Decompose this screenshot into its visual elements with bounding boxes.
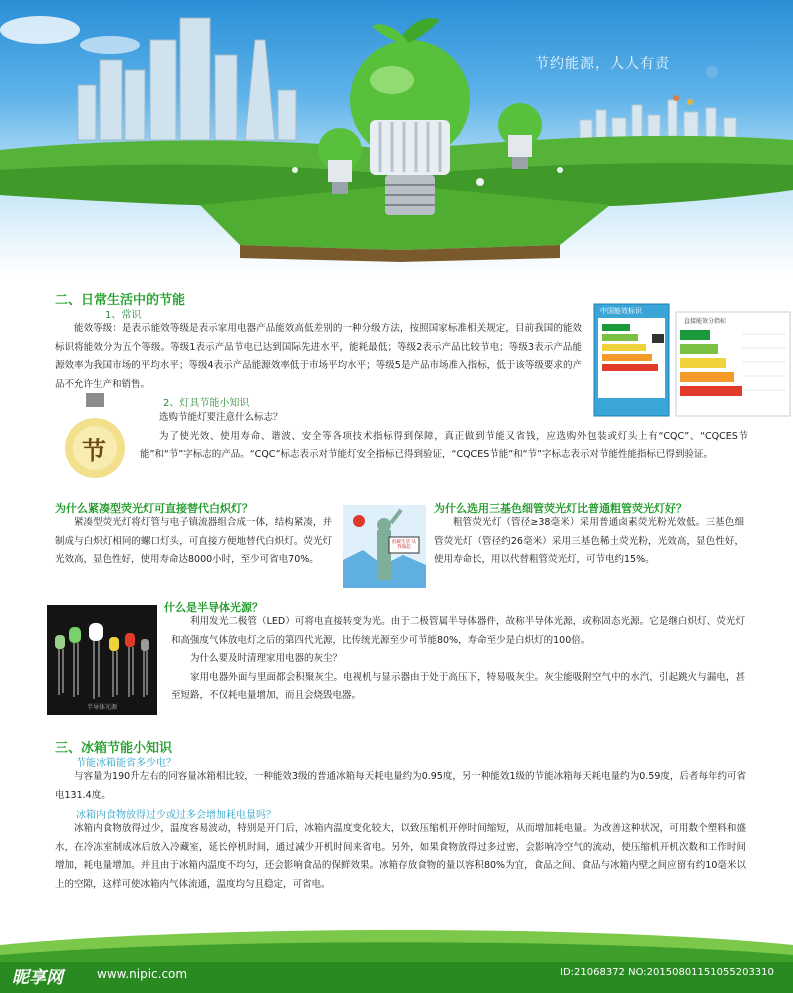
paragraph-fridge-saving [55,768,746,805]
question-tri-color-tube: 为什么选用三基色细管荧光灯比普通粗管荧光灯好？ [434,502,687,515]
fridge-food-text: 冰箱内食物放得过少，温度容易波动，特别是开门后，冰箱内温度变化较大，以致压缩机开停时间缩短，从而增加耗电量。为改善这种状况，可用数个塑料和盛水，在冷冻室制成冰后放入冷藏室，延长停机时间，通过减少开机时间来省电。另外，如果食物放得过多过密，会影响冷空气的流动，使压缩机开机次数和工作时间增加，耗电量增加。并且由于冰箱内温度不均匀，还会影响食品的保鲜效果。冰箱存放食物的量以容积80%为宜，食品之间、食品与冰箱内壁之间应留有约10毫米以上的空隙，这样可使冰箱内气体流通，温度均匀且稳定，可省电。 [55,823,746,890]
lamp-question: 选购节能灯要注意什么标志？ [159,412,283,423]
liberty-statue-image [343,505,426,588]
watermark-id: ID:21068372 NO:20150801151055203310 [560,967,774,978]
question-semiconductor: 什么是半导体光源？ [164,601,263,614]
watermark-site: www.nipic.com [97,967,188,981]
watermark-logo: 昵享网 [12,968,63,988]
energy-label-header: 中国能效标识 [600,307,642,315]
hero-slogan: 节约能源，人人有责 [535,56,670,72]
subtitle-common-knowledge: 1、常识 [105,310,142,321]
tri-color-tube-text: 粗管荧光灯（管径≥38毫米）采用普通卤素荧光粉光效低。三基色细管荧光灯（管径约26毫米）采用三基色稀土荧光粉，光效高，显色性好，使用寿命长，用以代替粗管荧光灯，可节电约15%。 [434,517,744,565]
dust-question: 为什么要及时清理家用电器的灰尘？ [190,653,343,664]
subtitle-lamp-knowledge: 2、灯具节能小知识 [163,398,250,409]
section-title-daily-saving: 二、日常生活中的节能 [55,293,186,308]
paragraph-energy-grade [55,320,582,394]
question-fridge-food: 冰箱内食物放得过少或过多会增加耗电量吗？ [76,810,276,821]
lamp-answer: 为了使光效、使用寿命、谐波、安全等各项技术指标得到保障，真正做到节能又省钱，应选购外包装或灯头上有“CQC”、“CQCES节能”和“节”字标志的产品。“CQC”标志表示对节能灯安全指标已得到验证，“CQCES节能”和“节”字标志表示对节能性能指标已得到验证。 [140,430,748,460]
paragraph-compact-fluorescent [55,514,332,570]
hero-illustration [0,0,793,275]
led-caption: 半导体光源 [87,704,118,711]
hero-banner [0,0,793,275]
section-title-fridge: 三、冰箱节能小知识 [55,741,173,756]
paragraph-fridge-food [55,820,746,894]
paragraph-lamp-choice [140,409,748,465]
paragraph-semiconductor [171,613,745,706]
fridge-saving-text: 与容量为190升左右的同容量冰箱相比较，一种能效3级的普通冰箱每天耗电量约为0.95度，另一种能效1级的节能冰箱每天耗电量约为0.59度，后者每年约可省电131.4度。 [55,771,746,801]
energy-grade-text: 能效等级：是表示能效等级是表示家用电器产品能效高低差别的一种分级方法，按照国家标准相关规定，目前我国的能效标识将能效分为五个等级。等级1表示产品节电已达到国际先进水平，能耗最低；等级2表示产品比较节电；等级3表示产品能源效率为我国市场的平均水平；等级4表示产品能源效率低于市场平均水平；等级5是产品市场准入指标，低于该等级要求的产品不允许生产和销售。 [55,323,582,390]
energy-saving-bulb-image [62,393,128,488]
liberty-sign-text: 低碳生活 从我做起 [392,540,416,550]
question-fridge-saving: 节能冰箱能省多少电？ [76,758,176,769]
led-image [47,605,157,715]
question-compact-fluorescent: 为什么紧凑型荧光灯可直接替代白炽灯？ [55,502,253,515]
semiconductor-text: 利用发光二极管（LED）可将电直接转变为光。由于二极管属半导体器件，故称半导体光源，或称固态光源。它是继白炽灯、荧光灯和高强度气体放电灯之后的第四代光源，比传统光源至少可节能80%，寿命至少是白炽灯的100倍。 [171,616,745,646]
energy-label-image [592,302,792,422]
compact-fluorescent-text: 紧凑型荧光灯将灯管与电子镇流器组合成一体，结构紧凑，并制成与白炽灯相同的螺口灯头，可直接方便地替代白炽灯。荧光灯光效高，显色性好，使用寿命达8000小时，至少可省电70%。 [55,517,332,565]
footer-wave [0,920,793,993]
bulb-char: 节 [82,437,106,465]
energy-label-right-title: 直接能效分指标 [684,318,727,325]
dust-answer: 家用电器外面与里面都会积聚灰尘。电视机与显示器由于处于高压下，特易吸灰尘。灰尘能吸附空气中的水汽，引起跳火与漏电，甚至短路，不仅耗电量增加，而且会烧毁电器。 [171,671,745,701]
paragraph-tri-color-tube [434,514,744,570]
